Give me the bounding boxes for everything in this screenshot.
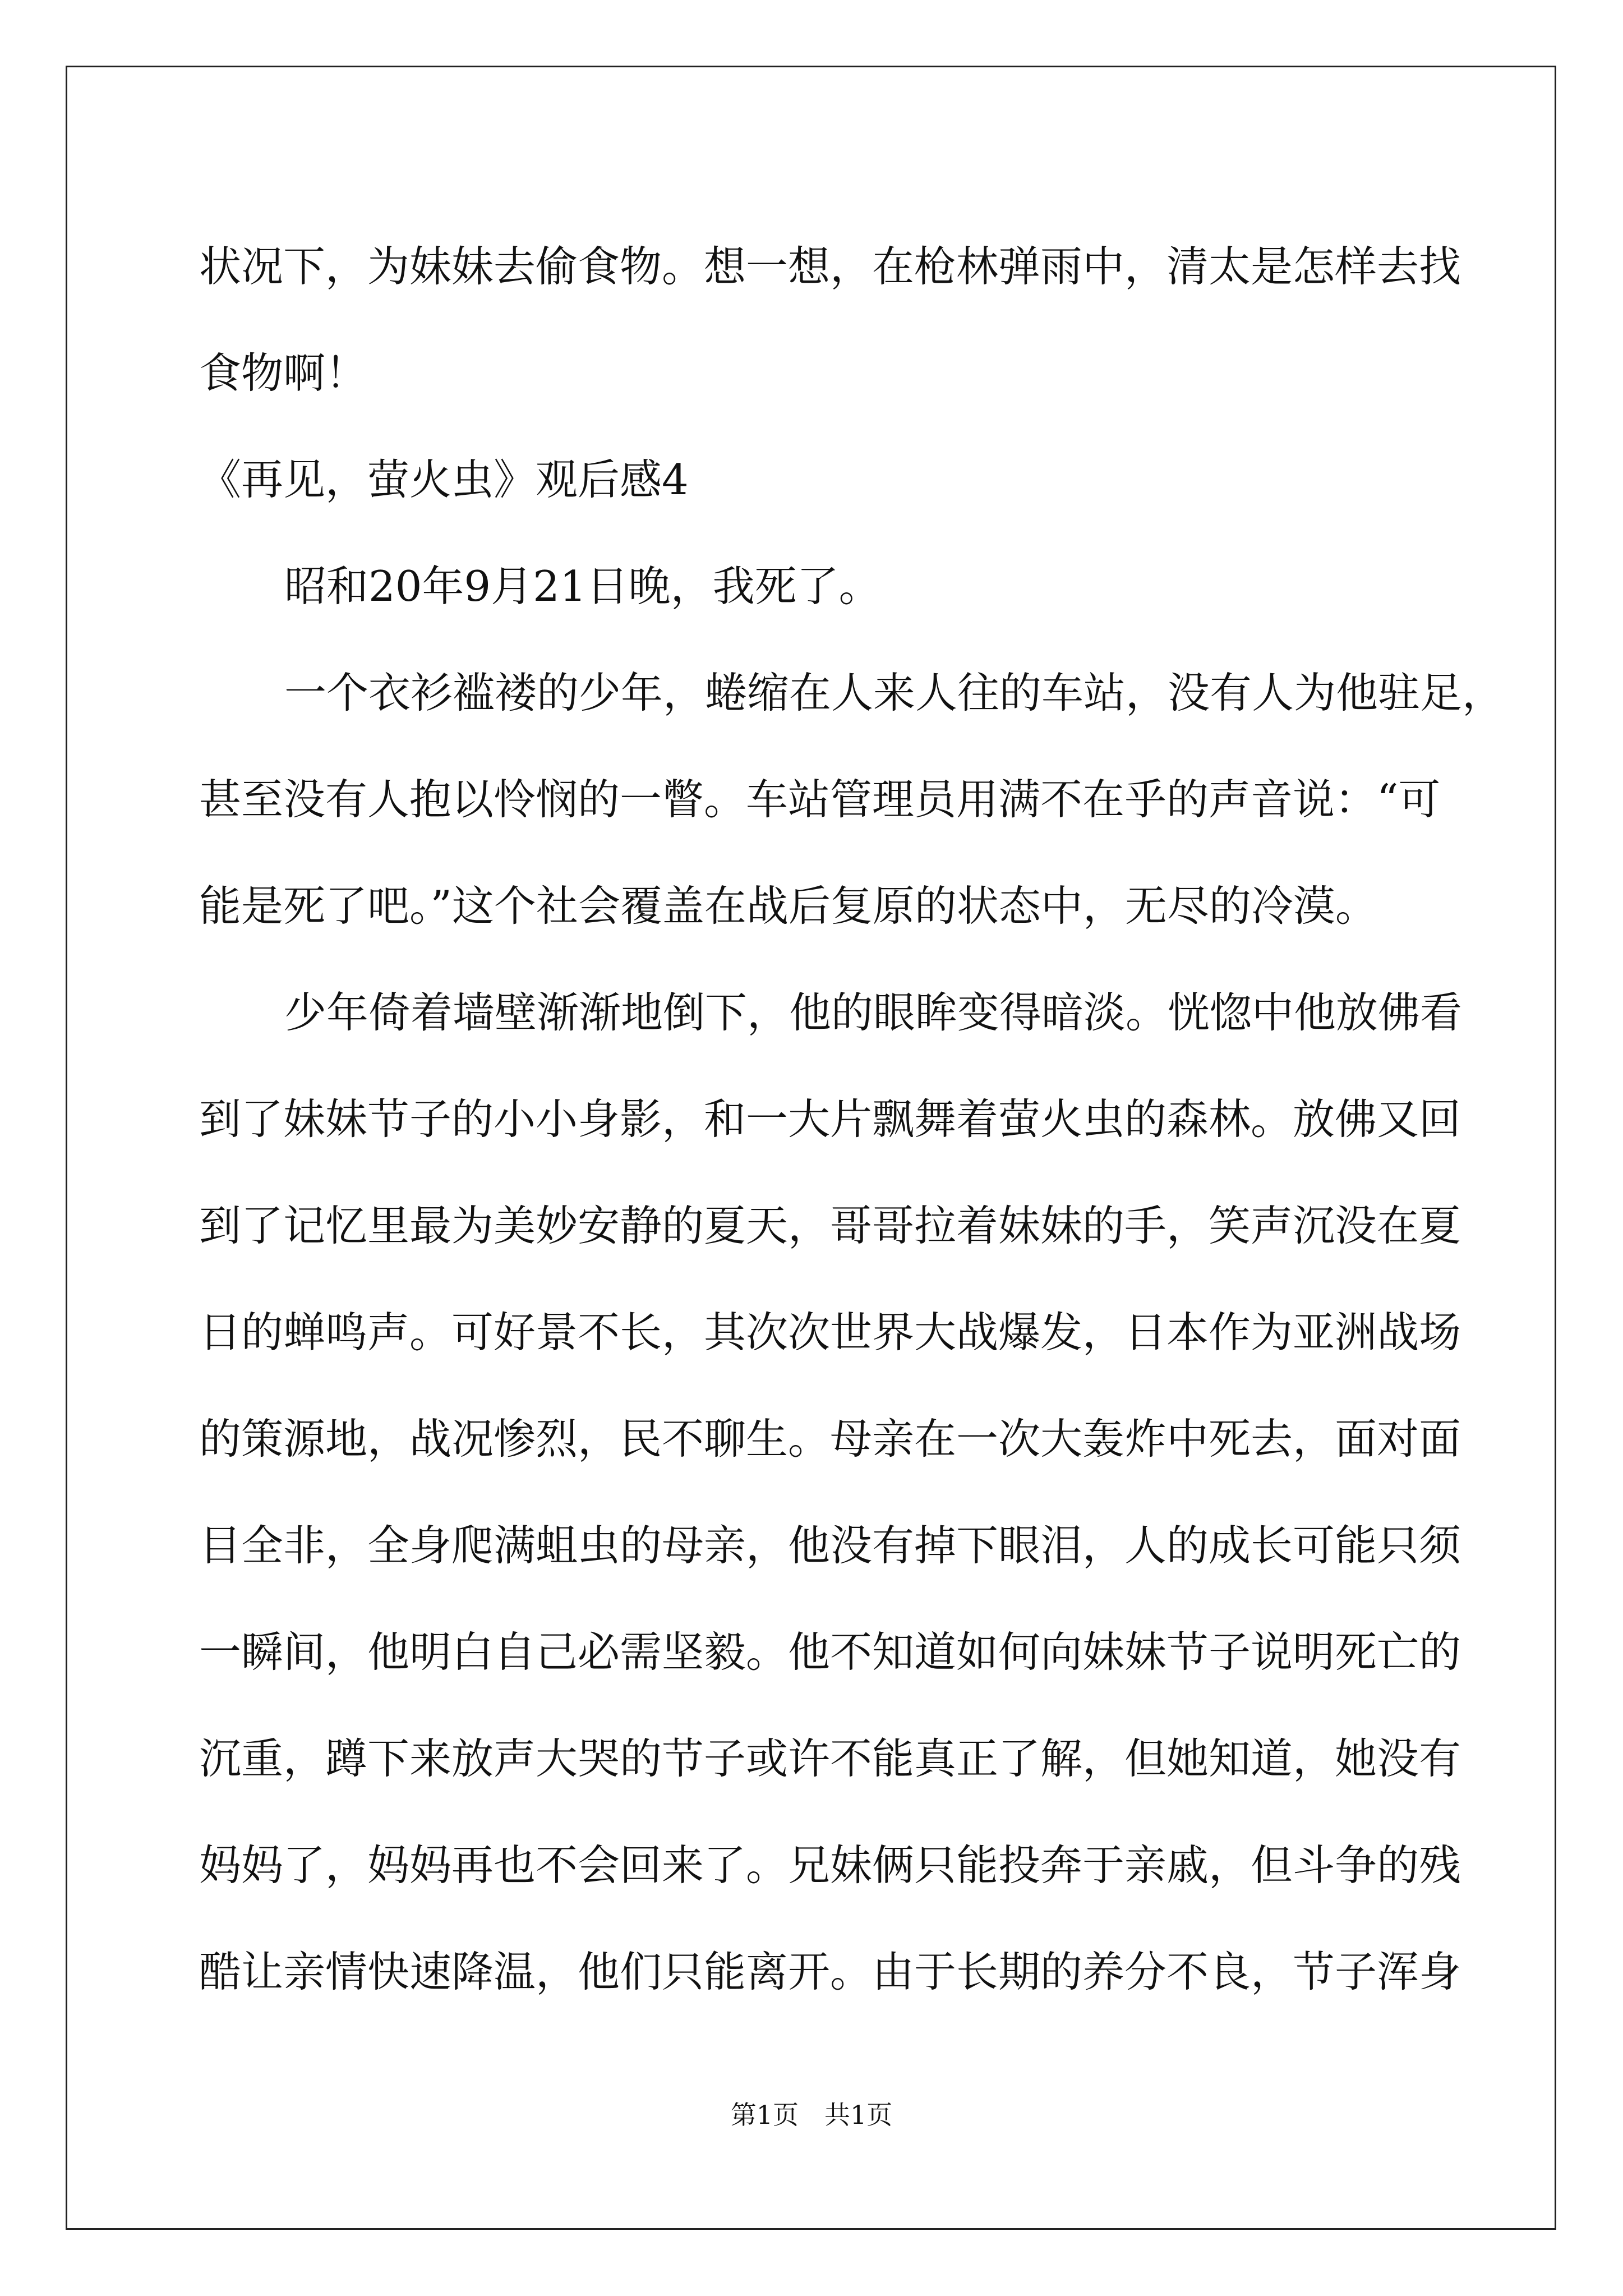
text-line: 甚至没有人抱以怜悯的一瞥。车站管理员用满不在乎的声音说：“可 [199,775,1441,824]
text-line: 沉重，蹲下来放声大哭的节子或许不能真正了解，但她知道，她没有 [199,1734,1461,1783]
text-line: 能是死了吧。”这个社会覆盖在战后复原的状态中，无尽的冷漠。 [199,881,1377,931]
text-line: 到了妹妹节子的小小身影，和一大片飘舞着萤火虫的森林。放佛又回 [199,1094,1461,1144]
text-line: 酷让亲情快速降温，他们只能离开。由于长期的养分不良，节子浑身 [199,1947,1461,1996]
text-line: 状况下，为妹妹去偷食物。想一想，在枪林弹雨中，清太是怎样去找 [199,242,1461,291]
text-line: 一瞬间，他明白自己必需坚毅。他不知道如何向妹妹节子说明死亡的 [199,1627,1461,1677]
text-line: 目全非，全身爬满蛆虫的母亲，他没有掉下眼泪，人的成长可能只须 [199,1521,1461,1570]
text-line: 一个衣衫褴褛的少年，蜷缩在人来人往的车站，没有人为他驻足， [284,668,1505,717]
text-line: 食物啊！ [199,348,368,398]
document-body [199,213,1505,2025]
text-line: 到了记忆里最为美妙安静的夏天，哥哥拉着妹妹的手，笑声沉没在夏 [199,1201,1461,1250]
page-footer: 第1页 共1页 [730,2100,893,2130]
section-heading: 《再见，萤火虫》观后感4 [199,455,689,504]
text-line: 日的蝉鸣声。可好景不长，其次次世界大战爆发，日本作为亚洲战场 [199,1308,1461,1357]
text-line: 昭和20年9月21日晚，我死了。 [284,562,881,611]
text-line: 少年倚着墙壁渐渐地倒下，他的眼眸变得暗淡。恍惚中他放佛看 [284,988,1463,1037]
text-line: 的策源地，战况惨烈，民不聊生。母亲在一次大轰炸中死去，面对面 [199,1414,1461,1464]
text-line: 妈妈了，妈妈再也不会回来了。兄妹俩只能投奔于亲戚，但斗争的残 [199,1841,1461,1890]
